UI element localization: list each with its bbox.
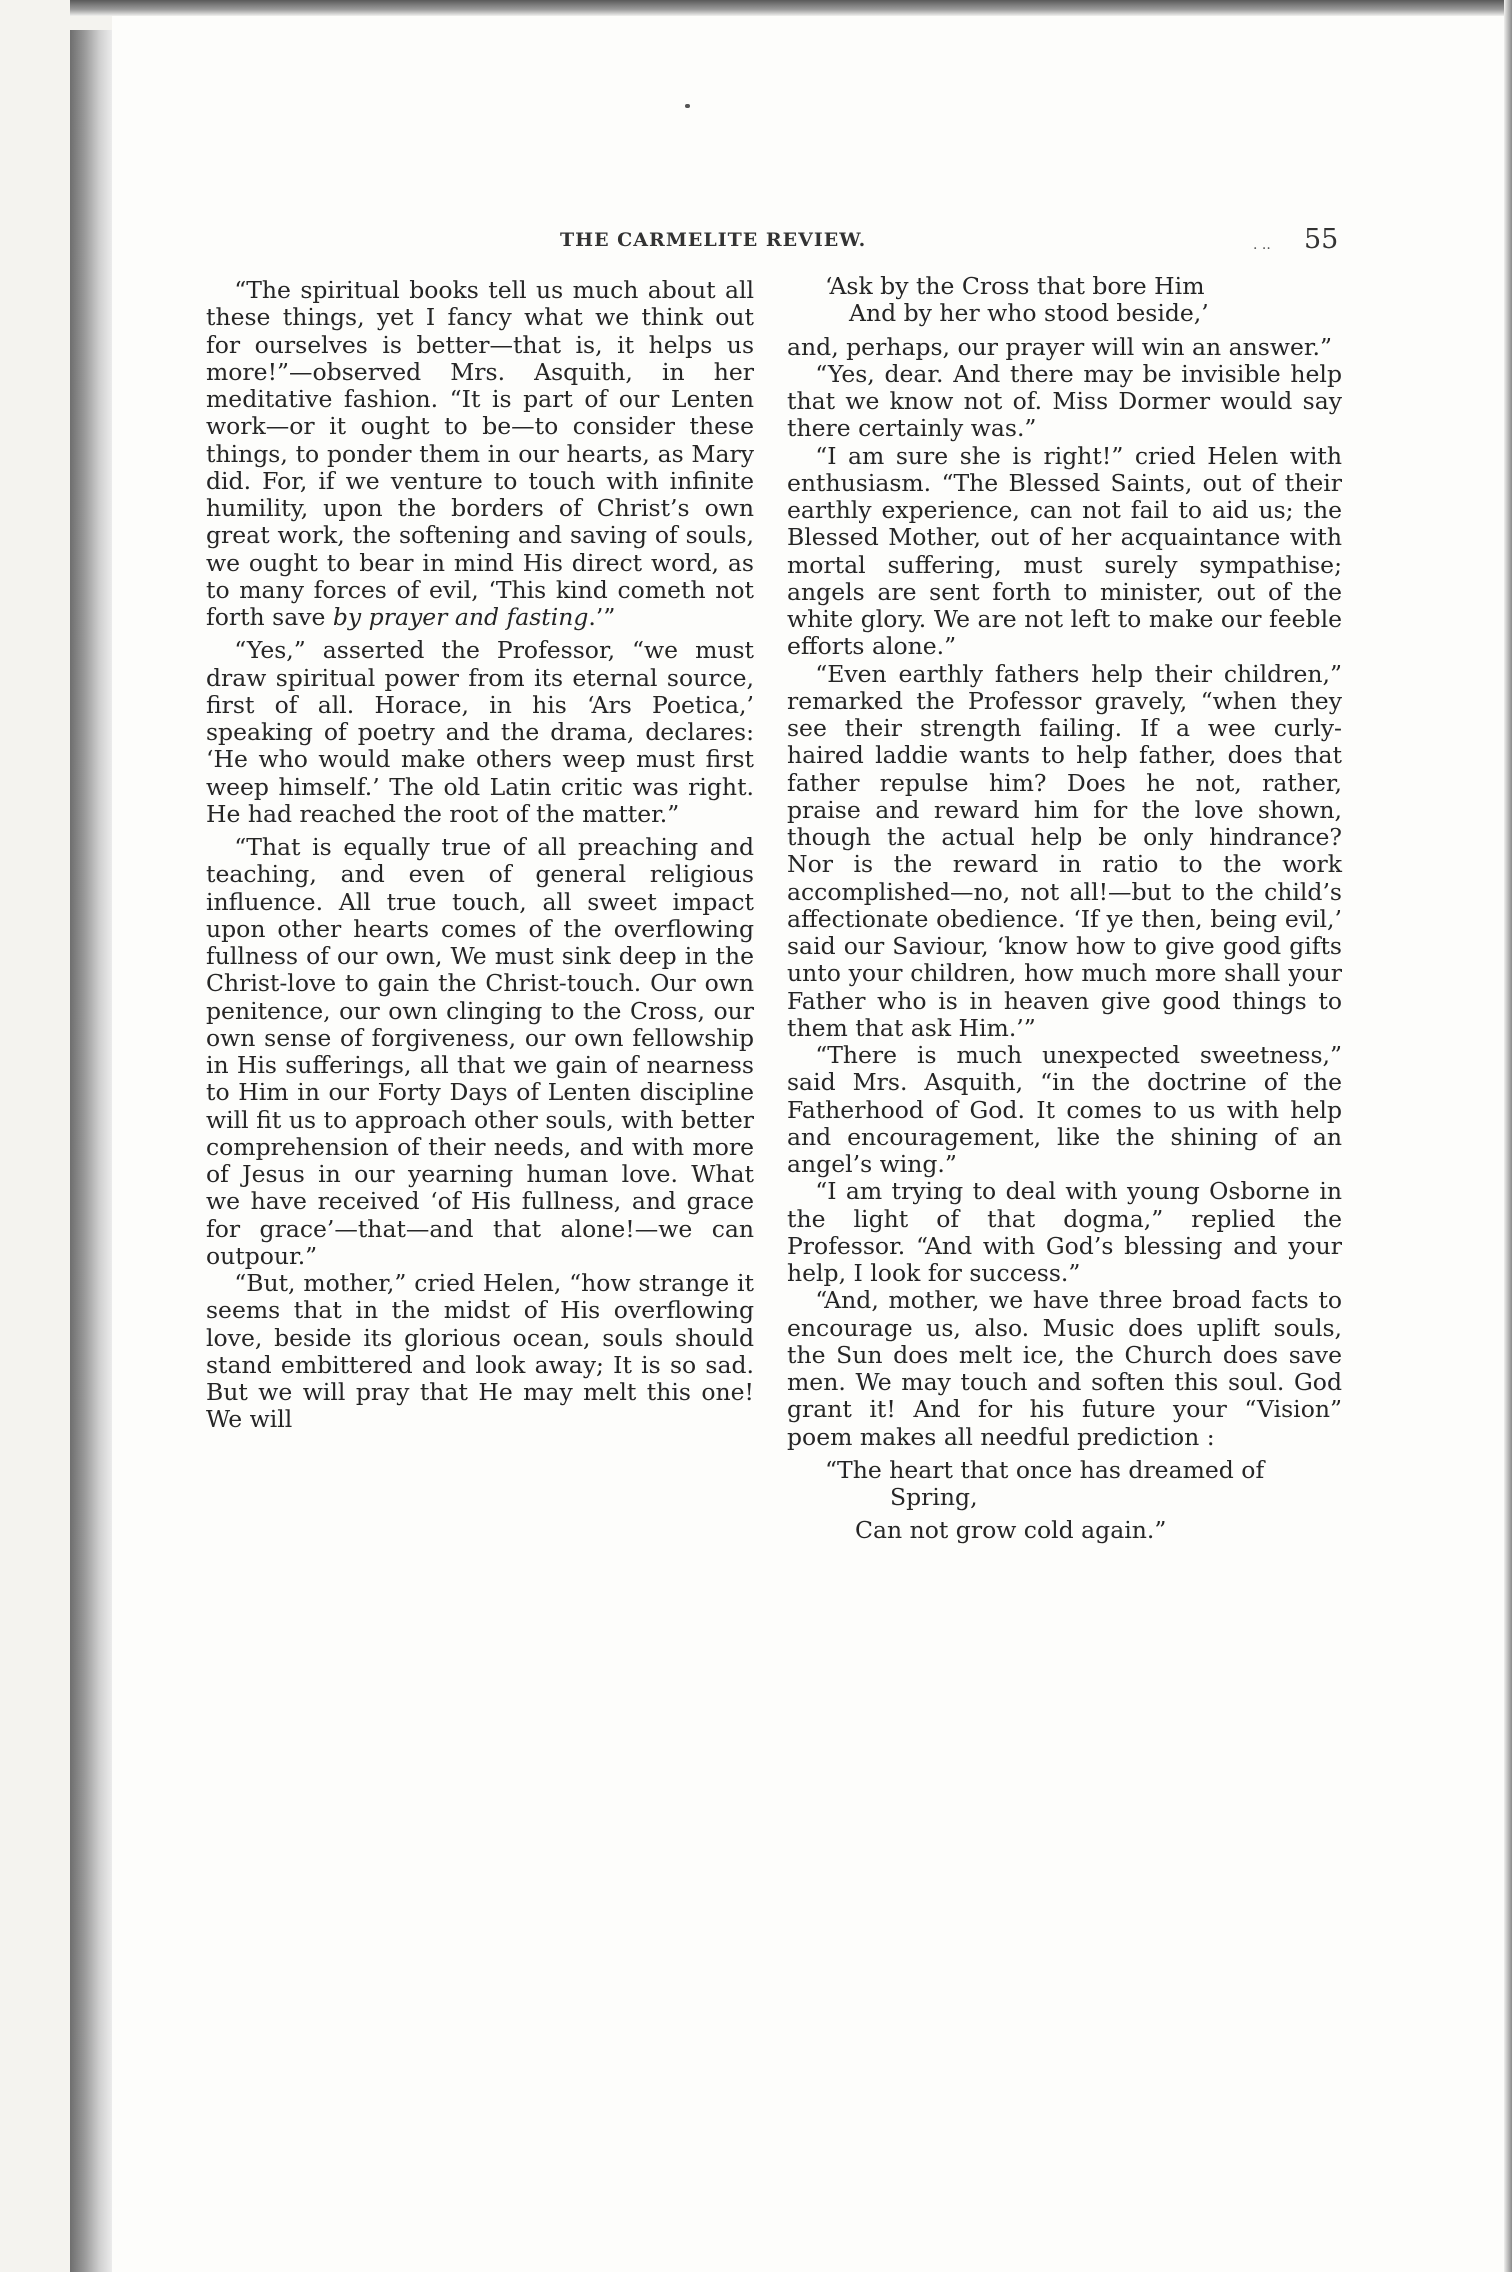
right-column (787, 273, 1342, 1545)
header-marks: · ·· (1253, 241, 1271, 257)
page-number: 55 (1304, 224, 1339, 255)
paragraph: “Even earthly fathers help their children,” remarked the Professor gravely, “when they see their strength failing. If a wee curly-haired laddie wants to help father, does that father repulse him? Does he not, rather, praise and reward him for the love shown, though the actual help be only hindrance? Nor is the reward in ratio to the work accomplished—no, not all!—but to the child’s affectionate obedience. ‘If ye then, being evil,’ said our Saviour, ‘know how to give good gifts unto your children, how much more shall your Father who is in heaven give good things to them that ask Him.’” (787, 659, 1342, 1042)
paragraph: “That is equally true of all preaching and teaching, and even of general religious influence. All true touch, all sweet impact upon other hearts comes of the overflowing fullness of our own, We must sink deep in the Christ-love to gain the Christ-touch. Our own penitence, our own clinging to the Cross, our own sense of forgiveness, our own fellowship in His sufferings, all that we gain of nearness to Him in our Forty Days of Lenten discipline will fit us to approach other souls, with better comprehension of their needs, and with more of Jesus in our yearning human love. What we have received ‘of His fullness, and grace for grace’—that—and that alone!—we can outpour.” (206, 833, 754, 1270)
verse-line: Can not grow cold again.” (855, 1516, 1167, 1545)
paragraph: “I am sure she is right!” cried Helen with enthusiasm. “The Blessed Saints, out of their earthly experience, can not fail to aid us; the Blessed Mother, out of her acquaintance with mortal suffering, must surely sympathise; angels are sent forth to minister, out of the white glory. We are not left to make our feeble efforts alone.” (787, 441, 1342, 661)
verse-line: ‘Ask by the Cross that bore Him (825, 272, 1205, 300)
paragraph (206, 277, 754, 631)
verse-line: Spring, (890, 1483, 978, 1511)
running-header: THE CARMELITE REVIEW. (560, 229, 867, 251)
paragraph: “There is much unexpected sweetness,” said Mrs. Asquith, “in the doctrine of the Fatherhood of God. It comes to us with help and encouragement, like the shining of an angel’s wing.” (787, 1041, 1342, 1178)
scan-top-edge (70, 0, 1512, 16)
ink-speck (685, 104, 690, 108)
paragraph: “And, mother, we have three broad facts to encourage us, also. Music does uplift souls, the Sun does melt ice, the Church does save men. We may touch and soften this soul. God grant it! And for his future your “Vision” poem makes all needful prediction : (787, 1286, 1342, 1451)
paragraph: “Yes, dear. And there may be invisible help that we know not of. Miss Dormer would say there certainly was.” (787, 359, 1342, 443)
paragraph-end: .’” (588, 603, 616, 631)
paragraph: “Yes,” asserted the Professor, “we must draw spiritual power from its eternal source, first of all. Horace, in his ‘Ars Poetica,’ speaking of poetry and the drama, declares: ‘He who would make others weep must first weep himself.’ The old Latin critic was right. He had reached the root of the matter.” (206, 636, 754, 828)
scan-right-edge (1504, 0, 1512, 2272)
paragraph: “I am trying to deal with young Osborne in the light of that dogma,” replied the Professor. “And with God’s blessing and your help, I look for success.” (787, 1177, 1342, 1287)
left-column (206, 277, 754, 1434)
italic-phrase: by prayer and fasting (332, 603, 589, 631)
verse-line: And by her who stood beside,’ (849, 299, 1209, 328)
paragraph-text: “The spiritual books tell us much about all these things, yet I fancy what we think out for ourselves is better—that is, it helps us more!”—observed Mrs. Asquith, in her meditative fashion. “It is part of our Lenten work—or it ought to be—to consider these things, to ponder them in our hearts, as Mary did. For, if we venture to touch with infinite humility, upon the borders of Christ’s own great work, the softening and saving of souls, we ought to bear in mind His direct word, as to many forces of evil, ‘This kind cometh not forth save (206, 276, 754, 631)
verse-line: “The heart that once has dreamed of (825, 1455, 1265, 1484)
book-binding-edge (70, 30, 112, 2272)
paragraph: “But, mother,” cried Helen, “how strange it seems that in the midst of His overflowing love, beside its glorious ocean, souls should stand embittered and look away; It is so sad. But we will pray that He may melt this one! We will (206, 1269, 754, 1434)
paragraph: and, perhaps, our prayer will win an answer.” (787, 332, 1333, 361)
